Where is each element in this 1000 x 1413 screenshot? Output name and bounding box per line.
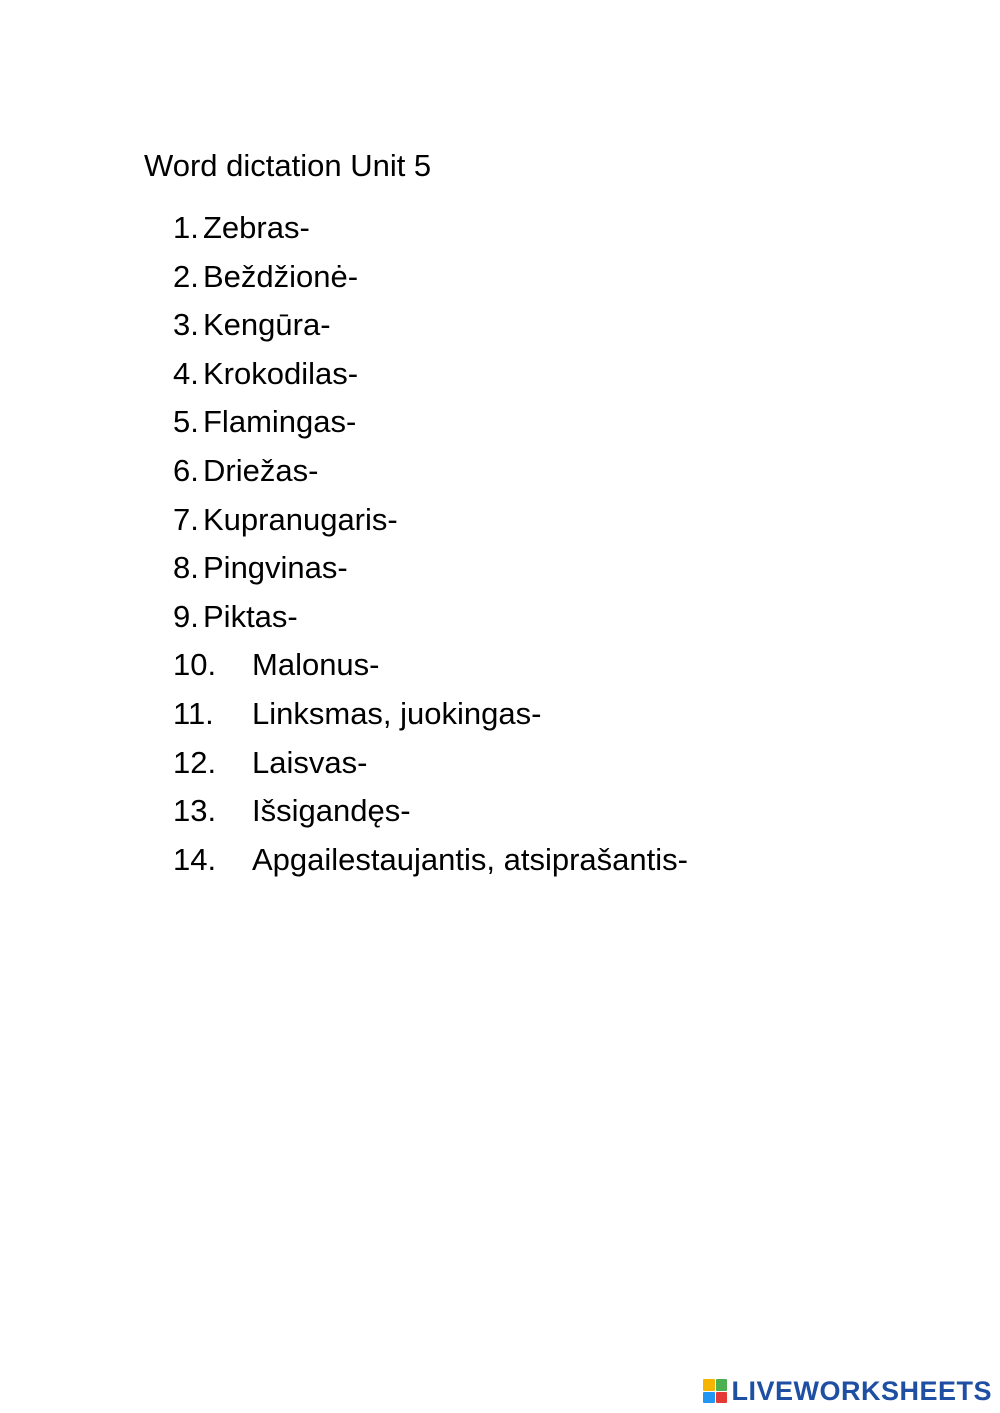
item-word: Driežas- (203, 452, 319, 488)
item-number: 4. (173, 355, 199, 391)
item-word: Pingvinas- (203, 550, 348, 586)
logo-text: LIVEWORKSHEETS (731, 1376, 992, 1406)
item-word: Apgailestaujantis, atsiprašantis- (252, 841, 688, 877)
item-word: Kupranugaris- (203, 501, 398, 537)
item-number: 10. (173, 647, 217, 683)
item-word: Linksmas, juokingas- (252, 695, 542, 731)
item-number: 13. (173, 793, 217, 829)
item-word: Malonus- (252, 647, 380, 683)
page-title: Word dictation Unit 5 (144, 148, 432, 183)
liveworksheets-logo-icon (703, 1379, 727, 1403)
item-word: Flamingas- (203, 404, 357, 440)
item-number: 8. (173, 550, 199, 586)
item-number: 6. (173, 452, 199, 488)
item-word: Išsigandęs- (252, 793, 411, 829)
item-number: 9. (173, 598, 199, 634)
item-number: 12. (173, 744, 217, 780)
item-word: Piktas- (203, 598, 298, 634)
item-word: Kengūra- (203, 307, 331, 343)
item-word: Beždžionė- (203, 258, 359, 294)
item-number: 2. (173, 258, 199, 294)
item-number: 11. (173, 695, 214, 731)
item-number: 1. (173, 210, 199, 245)
item-word: Krokodilas- (203, 355, 359, 391)
item-number: 3. (173, 307, 199, 343)
item-number: 7. (173, 501, 199, 537)
item-number: 14. (173, 841, 217, 877)
liveworksheets-logo[interactable] (703, 1377, 992, 1405)
item-word: Laisvas- (252, 744, 368, 780)
item-word: Zebras- (203, 210, 310, 245)
item-number: 5. (173, 404, 199, 440)
